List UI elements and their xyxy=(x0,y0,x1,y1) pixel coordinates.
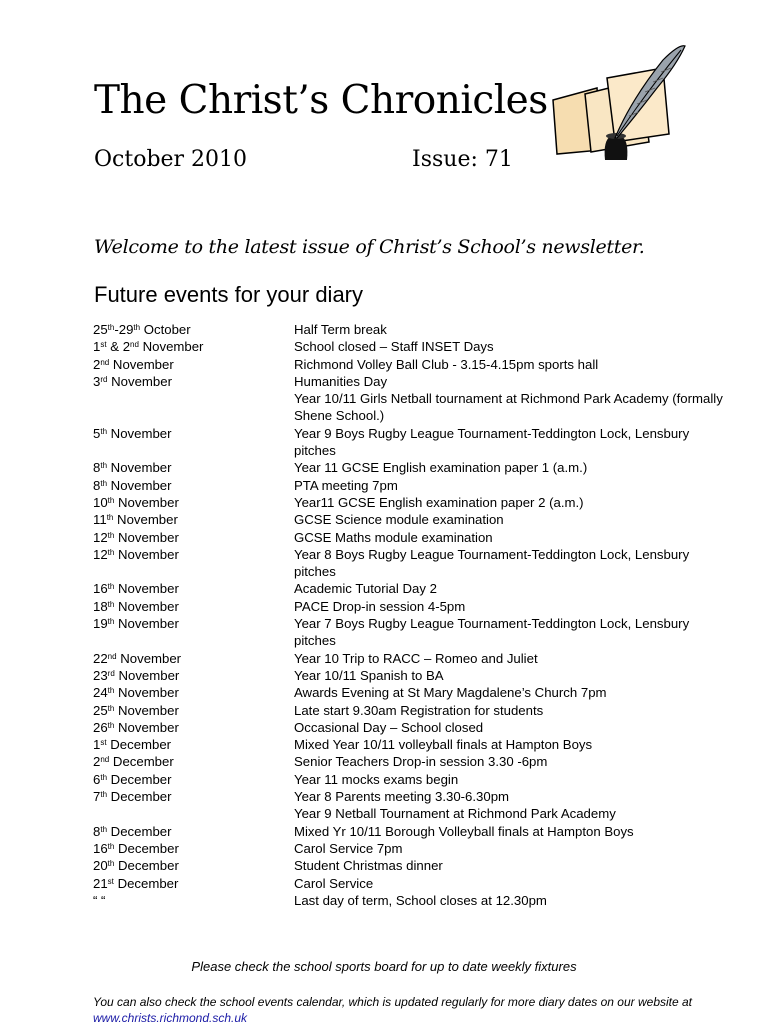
date-text: November xyxy=(107,373,172,389)
event-description: PACE Drop-in session 4-5pm xyxy=(294,598,466,614)
event-date xyxy=(93,477,294,494)
event-row xyxy=(93,684,733,701)
event-description: Richmond Volley Ball Club - 3.15-4.15pm sports hall xyxy=(294,356,599,372)
event-description: Year 10/11 Spanish to BA xyxy=(294,667,444,683)
event-row xyxy=(93,823,733,840)
event-date xyxy=(93,857,294,874)
event-date xyxy=(93,615,294,650)
event-row xyxy=(93,425,733,460)
date-text: November xyxy=(138,339,204,355)
date-text: December xyxy=(107,789,172,805)
date-suffix: th xyxy=(133,323,141,332)
event-description: Last day of term, School closes at 12.30pm xyxy=(294,892,547,908)
date-text: December xyxy=(113,875,179,891)
date-text: November xyxy=(114,529,179,545)
date-text: 2 xyxy=(93,356,101,372)
date-text: November xyxy=(114,702,179,718)
date-text: 16 xyxy=(93,581,108,597)
event-description: Carol Service 7pm xyxy=(294,840,403,856)
event-description: Year11 GCSE English examination paper 2 (a.m.) xyxy=(294,494,584,510)
event-date xyxy=(93,684,294,701)
event-description: Late start 9.30am Registration for students xyxy=(294,702,544,718)
event-date xyxy=(93,650,294,667)
event-description: Year 11 mocks exams begin xyxy=(294,771,459,787)
newsletter-title: The Christ’s Chronicles xyxy=(94,78,548,123)
date-text: November xyxy=(116,650,182,666)
event-row xyxy=(93,857,733,874)
event-row xyxy=(93,702,733,719)
date-text: December xyxy=(107,823,172,839)
event-description: Senior Teachers Drop-in session 3.30 -6pm xyxy=(294,754,548,770)
event-row xyxy=(93,805,733,822)
date-text: November xyxy=(114,494,179,510)
event-description: GCSE Maths module examination xyxy=(294,529,493,545)
date-text: December xyxy=(107,771,172,787)
event-date xyxy=(93,425,294,460)
event-row xyxy=(93,494,733,511)
event-row xyxy=(93,390,733,425)
date-text: 21 xyxy=(93,875,108,891)
event-date xyxy=(93,356,294,373)
event-description: Academic Tutorial Day 2 xyxy=(294,581,437,597)
date-text: 8 xyxy=(93,823,101,839)
event-row xyxy=(93,529,733,546)
date-text: 2 xyxy=(93,754,101,770)
event-row xyxy=(93,788,733,805)
date-text: 16 xyxy=(93,840,108,856)
event-description: GCSE Science module examination xyxy=(294,512,504,528)
date-suffix: st xyxy=(100,340,107,350)
date-text: October xyxy=(140,322,191,337)
date-text: 23 xyxy=(93,667,108,683)
date-suffix: th xyxy=(100,772,108,782)
calendar-note xyxy=(93,994,713,1026)
date-text: 26 xyxy=(93,719,108,735)
date-text: 3 xyxy=(93,373,101,389)
event-date xyxy=(93,511,294,528)
event-date xyxy=(93,373,294,390)
event-row xyxy=(93,459,733,476)
event-date xyxy=(93,875,294,892)
date-suffix: th xyxy=(107,617,115,627)
date-text: November xyxy=(114,667,180,683)
date-text: November xyxy=(114,581,179,597)
date-suffix: th xyxy=(107,495,115,505)
date-text: & 2 xyxy=(106,339,131,355)
welcome-message: Welcome to the latest issue of Christ’s School’s newsletter. xyxy=(94,236,645,258)
event-date xyxy=(93,736,294,753)
event-row xyxy=(93,338,733,355)
date-suffix: th xyxy=(100,790,108,800)
event-description: Year 8 Parents meeting 3.30-6.30pm xyxy=(294,789,510,805)
event-description: School closed – Staff INSET Days xyxy=(294,339,494,355)
event-description: Year 8 Boys Rugby League Tournament-Teddington Lock, Lensbury pitches xyxy=(294,546,690,580)
date-suffix: th xyxy=(107,323,115,332)
event-date xyxy=(93,753,294,770)
date-text: November xyxy=(107,425,172,441)
date-text: December xyxy=(106,737,172,753)
sports-note: Please check the school sports board for up to date weekly fixtures xyxy=(191,959,577,974)
date-text: November xyxy=(107,477,172,493)
date-text: 24 xyxy=(93,685,108,701)
date-suffix: th xyxy=(107,547,115,557)
date-text: 22 xyxy=(93,650,108,666)
event-date xyxy=(93,494,294,511)
event-row xyxy=(93,892,733,909)
event-date xyxy=(93,892,294,909)
event-date xyxy=(93,771,294,788)
event-row xyxy=(93,546,733,581)
event-row xyxy=(93,771,733,788)
event-description: Year 9 Boys Rugby League Tournament-Teddington Lock, Lensbury pitches xyxy=(294,425,690,459)
date-text: November xyxy=(107,460,172,476)
event-description: Carol Service xyxy=(294,875,374,891)
website-link[interactable]: www.christs.richmond.sch.uk xyxy=(93,1011,248,1025)
date-text: December xyxy=(109,754,174,770)
date-text: December xyxy=(114,858,179,874)
event-row xyxy=(93,477,733,494)
event-date xyxy=(93,805,294,822)
event-description: Student Christmas dinner xyxy=(294,858,443,874)
date-text: 1 xyxy=(93,339,101,355)
date-suffix: th xyxy=(107,703,115,713)
date-suffix: nd xyxy=(100,755,110,765)
date-suffix: th xyxy=(106,513,114,523)
event-date xyxy=(93,338,294,355)
event-description: Year 9 Netball Tournament at Richmond Park Academy xyxy=(294,806,616,822)
date-text: November xyxy=(114,719,179,735)
date-text: November xyxy=(109,356,174,372)
event-row xyxy=(93,719,733,736)
events-list xyxy=(93,321,733,909)
date-suffix: th xyxy=(107,582,115,592)
event-date xyxy=(93,390,294,425)
event-date xyxy=(93,667,294,684)
event-row xyxy=(93,511,733,528)
date-text: November xyxy=(114,598,179,614)
event-date xyxy=(93,719,294,736)
date-text: November xyxy=(114,685,179,701)
date-suffix: th xyxy=(100,478,108,488)
event-date xyxy=(93,321,294,338)
date-suffix: th xyxy=(100,824,108,834)
date-text: 8 xyxy=(93,460,101,476)
date-suffix: rd xyxy=(100,374,108,384)
date-text: 20 xyxy=(93,858,108,874)
date-text: “ “ xyxy=(93,892,106,908)
event-description: Year 11 GCSE English examination paper 1 (a.m.) xyxy=(294,460,588,476)
date-suffix: th xyxy=(107,686,115,696)
date-suffix: nd xyxy=(130,340,139,350)
events-heading: Future events for your diary xyxy=(94,282,364,307)
event-row xyxy=(93,580,733,597)
date-text: 18 xyxy=(93,598,108,614)
event-row xyxy=(93,321,733,338)
event-row xyxy=(93,373,733,390)
event-description: Mixed Yr 10/11 Borough Volleyball finals at Hampton Boys xyxy=(294,823,634,839)
date-text: 19 xyxy=(93,616,108,632)
event-row xyxy=(93,598,733,615)
date-suffix: th xyxy=(107,530,115,540)
date-text: December xyxy=(114,840,179,856)
calendar-note-text: You can also check the school events calendar, which is updated regularly for more diary dates on our website at xyxy=(93,995,693,1009)
date-text: November xyxy=(114,546,179,562)
event-description: Half Term break xyxy=(294,322,387,337)
event-row xyxy=(93,753,733,770)
date-text: 25 xyxy=(93,322,108,337)
date-text: 7 xyxy=(93,789,101,805)
date-suffix: th xyxy=(100,461,108,471)
date-suffix: st xyxy=(100,738,107,748)
date-text: 11 xyxy=(93,512,107,528)
event-description: Mixed Year 10/11 volleyball finals at Hampton Boys xyxy=(294,737,593,753)
date-text: November xyxy=(113,512,178,528)
date-suffix: rd xyxy=(107,668,115,678)
date-suffix: th xyxy=(107,720,115,730)
event-row xyxy=(93,615,733,650)
event-description: Humanities Day xyxy=(294,373,388,389)
date-text: 1 xyxy=(93,737,101,753)
date-suffix: nd xyxy=(107,651,117,661)
date-text: November xyxy=(114,616,179,632)
date-suffix: th xyxy=(107,841,115,851)
event-date xyxy=(93,823,294,840)
event-description: Year 10/11 Girls Netball tournament at Richmond Park Academy (formally Shene School.) xyxy=(294,391,723,424)
date-text: 12 xyxy=(93,546,108,562)
event-description: PTA meeting 7pm xyxy=(294,477,398,493)
event-date xyxy=(93,580,294,597)
event-row xyxy=(93,650,733,667)
event-description: Occasional Day – School closed xyxy=(294,719,484,735)
event-row xyxy=(93,736,733,753)
date-text: 25 xyxy=(93,702,108,718)
event-description: Awards Evening at St Mary Magdalene’s Church 7pm xyxy=(294,685,607,701)
date-text: -29 xyxy=(114,322,134,337)
event-date xyxy=(93,459,294,476)
event-description: Year 7 Boys Rugby League Tournament-Teddington Lock, Lensbury pitches xyxy=(294,616,690,649)
event-description: Year 10 Trip to RACC – Romeo and Juliet xyxy=(294,650,538,666)
date-suffix: th xyxy=(107,599,115,609)
event-row xyxy=(93,840,733,857)
issue-number: Issue: 71 xyxy=(412,147,513,172)
date-suffix: th xyxy=(100,426,108,436)
date-text: 8 xyxy=(93,477,101,493)
date-suffix: st xyxy=(107,876,114,886)
date-suffix: nd xyxy=(100,357,110,367)
date-text: 12 xyxy=(93,529,108,545)
date-text: 10 xyxy=(93,494,108,510)
event-date xyxy=(93,529,294,546)
event-date xyxy=(93,546,294,581)
date-text: 5 xyxy=(93,425,101,441)
event-row xyxy=(93,356,733,373)
event-date xyxy=(93,840,294,857)
date-text: 6 xyxy=(93,771,101,787)
event-row xyxy=(93,667,733,684)
event-date xyxy=(93,702,294,719)
event-date xyxy=(93,788,294,805)
event-row xyxy=(93,875,733,892)
date-suffix: th xyxy=(107,859,115,869)
quill-and-paper-icon xyxy=(545,42,690,164)
event-date xyxy=(93,598,294,615)
issue-date: October 2010 xyxy=(94,147,248,172)
